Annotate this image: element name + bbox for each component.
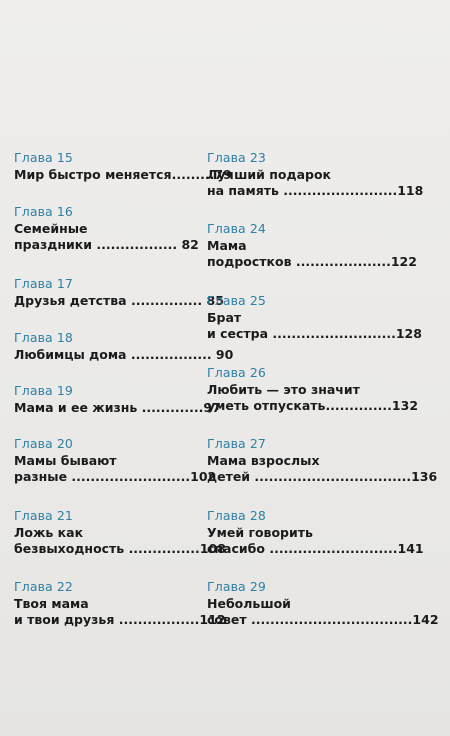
chapter-title-line2: уметь отпускать..............132 <box>207 398 419 413</box>
toc-entry <box>207 150 423 199</box>
chapter-number: Глава 24 <box>207 221 266 236</box>
chapter-title-line2: и твои друзья .................112 <box>14 612 226 627</box>
chapter-number: Глава 26 <box>207 365 266 380</box>
chapter-title: Мама и ее жизнь .............97 <box>14 400 221 415</box>
chapter-number: Глава 22 <box>14 579 73 594</box>
chapter-title-line2: праздники ................. 82 <box>14 237 199 252</box>
chapter-title: Брат <box>207 310 242 325</box>
chapter-title-line2: подростков ....................122 <box>207 254 417 269</box>
chapter-title: Твоя мама <box>14 596 89 611</box>
chapter-number: Глава 28 <box>207 508 266 523</box>
chapter-number: Глава 16 <box>14 204 73 219</box>
chapter-title: Небольшой <box>207 596 291 611</box>
toc-entry <box>14 383 221 416</box>
toc-entry <box>207 221 417 270</box>
toc-entry <box>14 508 226 557</box>
chapter-title: Любимцы дома ................. 90 <box>14 347 234 362</box>
chapter-title: Лучший подарок <box>207 167 332 182</box>
chapter-number: Глава 27 <box>207 436 266 451</box>
chapter-number: Глава 21 <box>14 508 73 523</box>
chapter-title-line2: детей .................................136 <box>207 469 438 484</box>
chapter-title-line2: и сестра ..........................128 <box>207 326 422 341</box>
chapter-number: Глава 23 <box>207 150 266 165</box>
toc-entry <box>14 204 199 253</box>
chapter-number: Глава 15 <box>14 150 73 165</box>
chapter-title-line2: безвыходность ...............108 <box>14 541 226 556</box>
chapter-title: Мама <box>207 238 247 253</box>
chapter-number: Глава 19 <box>14 383 73 398</box>
toc-entry <box>207 365 418 414</box>
chapter-number: Глава 17 <box>14 276 73 291</box>
chapter-title: Мир быстро меняется.........79 <box>14 167 232 182</box>
chapter-title-line2: совет ..................................142 <box>207 612 439 627</box>
chapter-title: Друзья детства ............... 85 <box>14 293 224 308</box>
toc-entry <box>14 579 226 628</box>
chapter-title-line2: спасибо ...........................141 <box>207 541 424 556</box>
chapter-title: Ложь как <box>14 525 84 540</box>
chapter-title: Мамы бывают <box>14 453 117 468</box>
chapter-title-line2: разные .........................102 <box>14 469 217 484</box>
toc-entry <box>207 436 437 485</box>
chapter-number: Глава 20 <box>14 436 73 451</box>
chapter-number: Глава 25 <box>207 293 266 308</box>
chapter-number: Глава 18 <box>14 330 73 345</box>
chapter-title: Мама взрослых <box>207 453 320 468</box>
chapter-number: Глава 29 <box>207 579 266 594</box>
toc-entry <box>14 150 232 183</box>
toc-entry <box>14 436 216 485</box>
toc-entry <box>207 508 424 557</box>
chapter-title: Любить — это значит <box>207 382 360 397</box>
chapter-title: Умей говорить <box>207 525 313 540</box>
chapter-title: Семейные <box>14 221 88 236</box>
chapter-title-line2: на память ........................118 <box>207 183 424 198</box>
toc-entry <box>14 276 224 309</box>
toc-entry <box>14 330 233 363</box>
toc-entry <box>207 579 439 628</box>
toc-entry <box>207 293 422 342</box>
